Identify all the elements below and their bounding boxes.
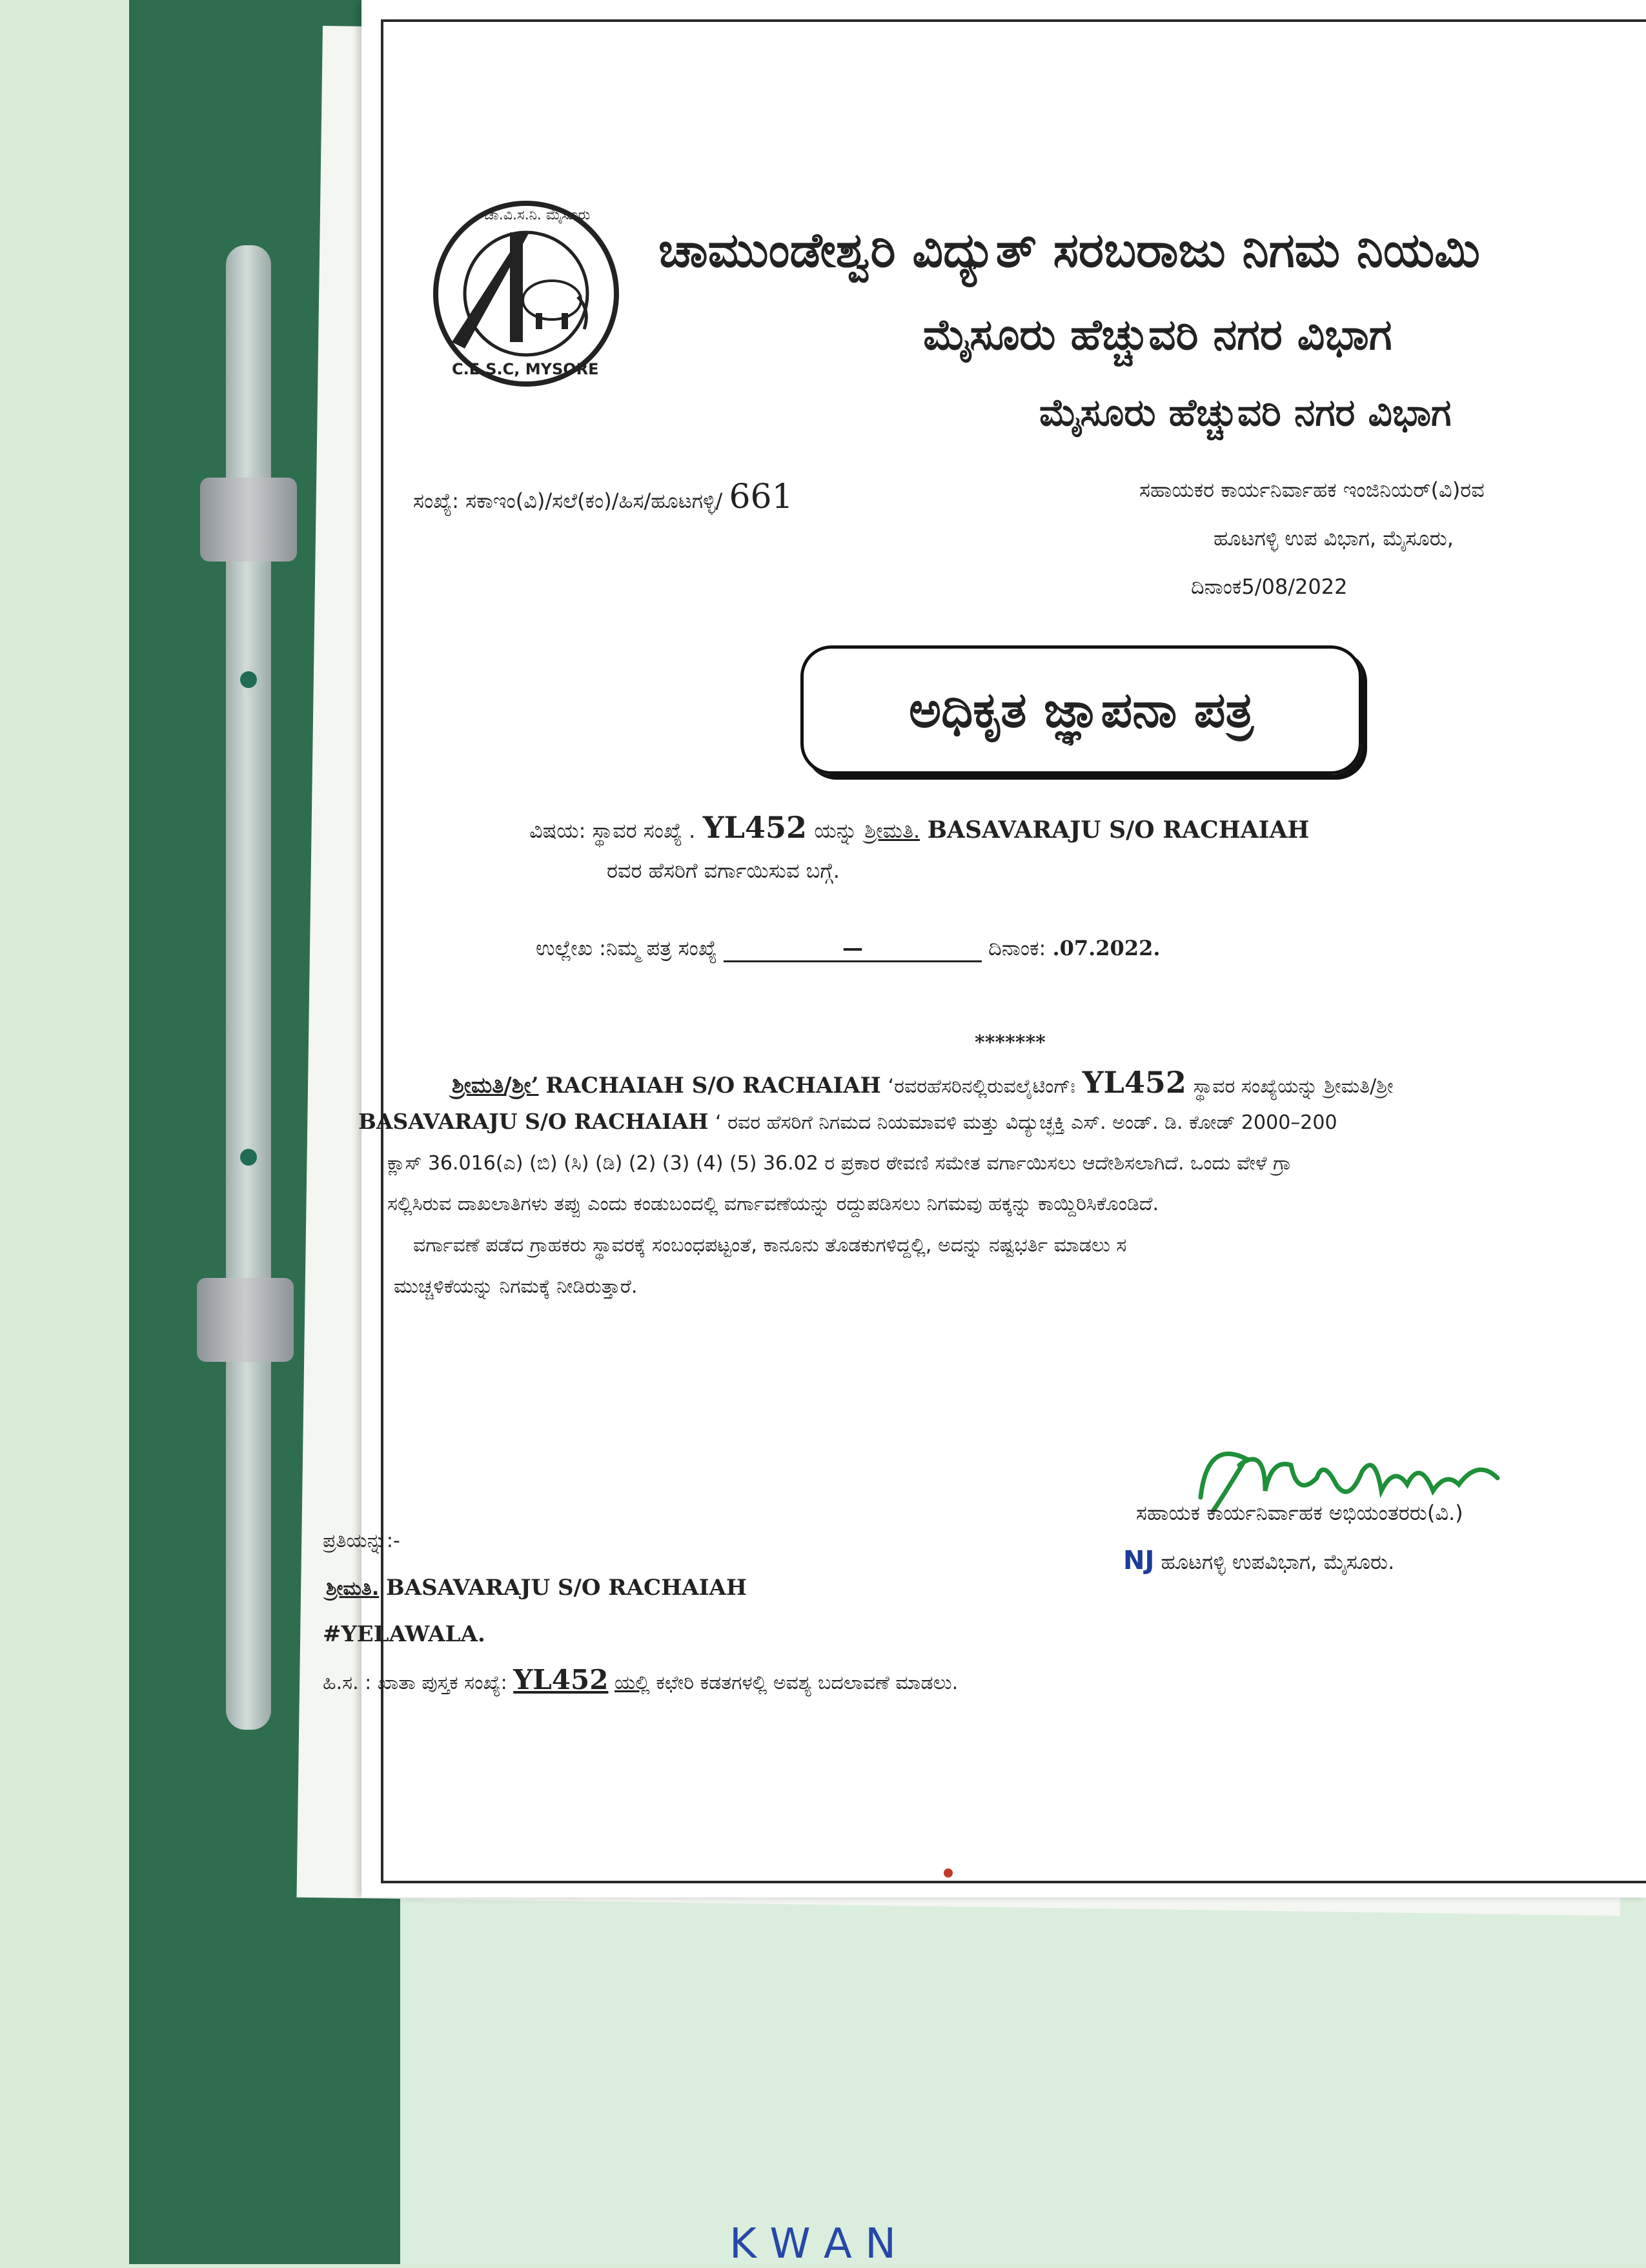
copy-label: ಪ್ರತಿಯನ್ನು:-: [323, 1530, 400, 1552]
copy-recipient: [326, 1575, 747, 1601]
date-value: 5/08/2022: [1241, 574, 1348, 599]
signatory-office-text: ಹೂಟಗಳ್ಳಿ ಉಪವಿಭಾಗ, ಮೈಸೂರು.: [1161, 1550, 1395, 1574]
body-line-3: ಕ್ಲಾಸ್ 36.016(ಎ) (ಬಿ) (ಸಿ) (ಡಿ) (2) (3) (4) (5) 36.02 ರ ಪ್ರಕಾರ ಠೇವಣಿ ಸಮೇತ ವರ್ಗಾಯಿಸಲು ಆದೇಶಿಸಲಾಗಿದೆ. ಒಂದು ವೇಳೆ ಗ್ರಾ: [387, 1152, 1292, 1175]
binder-clip-bottom: [197, 1278, 294, 1362]
organization-name: ಚಾಮುಂಡೇಶ್ವರಿ ವಿದ್ಯುತ್ ಸರಬರಾಜು ನಿಗಮ ನಿಯಮಿ: [658, 223, 1480, 278]
ref-letter-date-label: ದಿನಾಂಕ:: [988, 936, 1046, 960]
signature-scribble: [1188, 1420, 1523, 1549]
body-new-name: BASAVARAJU S/O RACHAIAH: [358, 1109, 709, 1134]
signatory-designation: ಸಹಾಯಕ ಕಾರ್ಯನಿರ್ವಾಹಕ ಅಭಿಯಂತರರು(ವಿ.): [1136, 1501, 1463, 1525]
bottom-handwriting: K W A N: [729, 2220, 896, 2268]
office-designation: ಸಹಾಯಕರ ಕಾರ್ಯನಿರ್ವಾಹಕ ಇಂಜಿನಿಯರ್(ವಿ)ರವ: [1139, 478, 1485, 502]
copy-note-tail: ಕಛೇರಿ ಕಡತಗಳಲ್ಲಿ ಅವಶ್ಯ ಬದಲಾವಣೆ ಮಾಡಲು.: [656, 1672, 959, 1694]
reference-label: ಸಂಖ್ಯೆ: ಸಕಾಇಂ(ವಿ)/ಸಲೆ(ಕಂ)/ಹಿಸ/ಹೂಟಗಳ್ಳಿ/: [413, 489, 723, 513]
office-subdivision: ಹೂಟಗಳ್ಳಿ ಉಪ ವಿಭಾಗ, ಮೈಸೂರು,: [1214, 526, 1454, 551]
division-name: ಮೈಸೂರು ಹೆಚ್ಚುವರಿ ನಗರ ವಿಭಾಗ: [1039, 390, 1452, 434]
ref-letter-blank: —: [724, 936, 982, 962]
separator: *******: [975, 1031, 1046, 1054]
binder-bead-bottom: [240, 1149, 257, 1166]
copy-place: #YELAWALA.: [323, 1621, 485, 1647]
copy-note-prefix: ಹಿ.ಸ. : ಖಾತಾ ಪುಸ್ತಕ ಸಂಖ್ಯೆ:: [323, 1672, 507, 1694]
body-honorific: ಶ್ರೀಮತಿ/ಶ್ರೀ’: [452, 1073, 539, 1099]
binder-bead-top: [240, 671, 257, 688]
subject-label: ವಿಷಯ: ಸ್ಥಾವರ ಸಂಖ್ಯೆ .: [529, 818, 696, 843]
body-line-6: ಮುಚ್ಚಳಿಕೆಯನ್ನು ನಿಗಮಕ್ಕೆ ನೀಡಿರುತ್ತಾರೆ.: [394, 1275, 638, 1298]
signatory-initials: NJ: [1123, 1546, 1155, 1575]
copy-note-mid: ಯಲ್ಲಿ: [614, 1672, 650, 1694]
body-line-1: [452, 1065, 1394, 1100]
subject-honorific: ಶ್ರೀಮತಿ.: [864, 818, 920, 843]
copy-note-installation: YL452: [513, 1664, 609, 1696]
memo-title: ಅಧಿಕೃತ ಜ್ಞಾಪನಾ ಪತ್ರ: [800, 645, 1362, 775]
office-date: [1191, 574, 1347, 600]
ref-letter-date-value: .07.2022.: [1052, 936, 1161, 960]
logo-sub-text: C.E.S.C, MYSORE: [452, 360, 599, 378]
body-line-2: [358, 1109, 1337, 1134]
subject-line-2: ರವರ ಹೆಸರಿಗೆ ವರ್ಗಾಯಿಸುವ ಬಗ್ಗೆ.: [607, 858, 840, 883]
copy-name: BASAVARAJU S/O RACHAIAH: [386, 1575, 747, 1601]
logo-ring-text: ಚಾ.ವಿ.ಸ.ನಿ. ಮೈಸೂರು: [484, 207, 591, 223]
reference-number: [413, 478, 793, 516]
body-line-5: ವರ್ಗಾವಣೆ ಪಡೆದ ಗ್ರಾಹಕರು ಸ್ಥಾವರಕ್ಕೆ ಸಂಬಂಧಪಟ್ಟಂತೆ, ಕಾನೂನು ತೊಡಕುಗಳಿದ್ದಲ್ಲಿ, ಅದನ್ನು ನಷ್ಟಭರ್ತಿ ಮಾಡಲು ಸ: [413, 1234, 1127, 1257]
subject-installation: YL452: [702, 810, 807, 845]
reference-handwritten-number: 661: [729, 478, 793, 516]
cesc-logo: [426, 194, 626, 394]
copy-note: [323, 1664, 958, 1696]
copy-honorific: ಶ್ರೀಮತಿ.: [326, 1577, 380, 1600]
ref-letter-label: ಉಲ್ಲೇಖ :ನಿಮ್ಮ ಪತ್ರ ಸಂಖ್ಯೆ: [536, 936, 717, 960]
date-label: ದಿನಾಂಕ: [1191, 574, 1242, 599]
body-old-name: RACHAIAH S/O RACHAIAH: [545, 1073, 881, 1099]
body-installation: YL452: [1082, 1065, 1186, 1100]
subject-name: BASAVARAJU S/O RACHAIAH: [927, 816, 1310, 844]
body-l1-text: ‘ರವರಹೆಸರಿನಲ್ಲಿರುವಲೈಟಿಂಗ್ಃ: [888, 1075, 1075, 1098]
body-line-4: ಸಲ್ಲಿಸಿರುವ ದಾಖಲಾತಿಗಳು ತಪ್ಪು ಎಂದು ಕಂಡುಬಂದಲ್ಲಿ ವರ್ಗಾವಣೆಯನ್ನು ರದ್ದುಪಡಿಸಲು ನಿಗಮವು ಹಕ್ಕನ್ನು ಕಾಯ್ದಿರಿಸಿಕೊಂಡಿದೆ.: [387, 1193, 1159, 1215]
binder-clip-top: [200, 478, 297, 562]
body-l2-text: ‘ ರವರ ಹೆಸರಿಗೆ ನಿಗಮದ ನಿಯಮಾವಳಿ ಮತ್ತು ವಿದ್ಯುಚ್ಛಕ್ತಿ ಎಸ್. ಅಂಡ್. ಡಿ. ಕೋಡ್ 2000–200: [715, 1111, 1337, 1134]
binder-rod: [226, 245, 271, 1730]
ink-spot: [944, 1868, 953, 1878]
reference-letter: [536, 936, 1160, 962]
body-l1-tail: ಸ್ಥಾವರ ಸಂಖ್ಯೆಯನ್ನು ಶ್ರೀಮತಿ/ಶ್ರೀ: [1193, 1075, 1394, 1098]
subject-line: [529, 810, 1309, 845]
subject-mid: ಯನ್ನು: [814, 818, 857, 843]
signatory-office: [1123, 1546, 1394, 1575]
circle-name: ಮೈಸೂರು ಹೆಚ್ಚುವರಿ ನಗರ ವಿಭಾಗ: [923, 310, 1392, 359]
